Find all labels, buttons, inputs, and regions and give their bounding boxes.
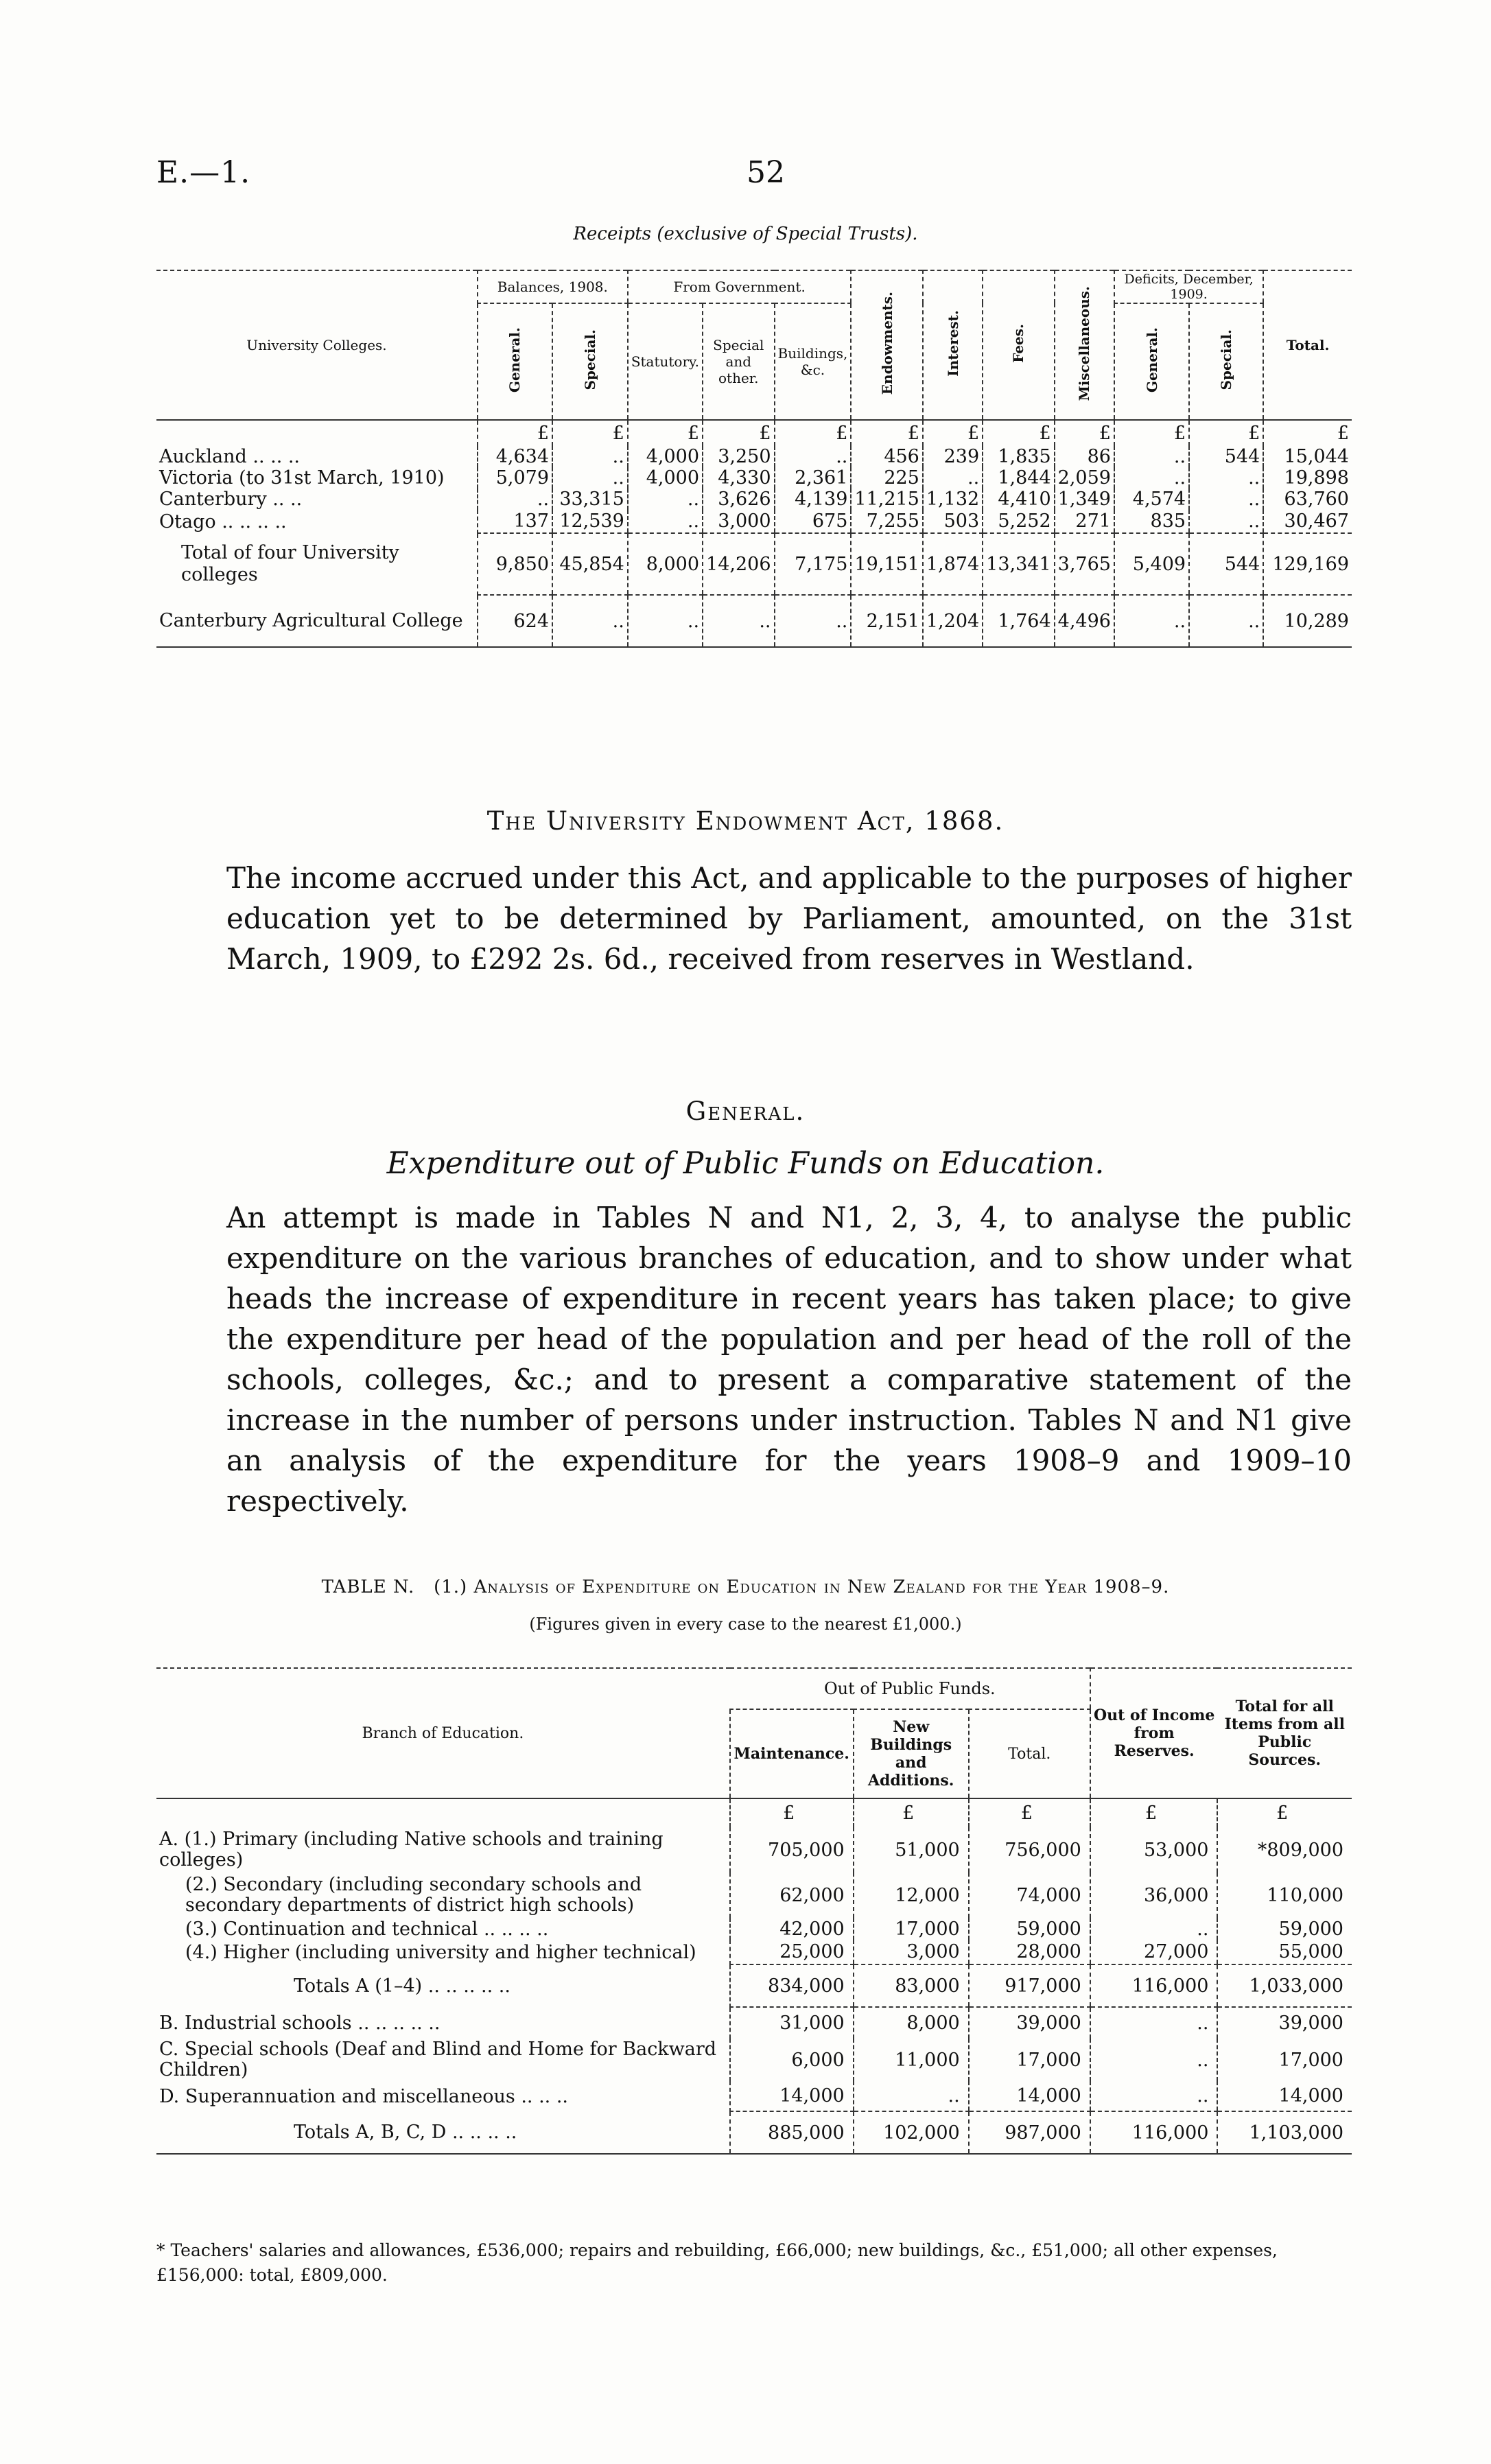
table-n-title: TABLE N. (1.) Analysis of Expenditure on Education in New Zealand for the Year 1908–9.: [321, 1577, 1170, 1597]
table-row: B. Industrial schools .. .. .. .. .. 31,000 8,000 39,000 .. 39,000: [156, 2007, 1352, 2039]
col-from-government: From Government.: [628, 270, 852, 303]
col-public-funds: Out of Public Funds.: [730, 1668, 1090, 1709]
col-endowments: Endowments.: [851, 270, 922, 420]
table-row: (4.) Higher (including university and higher technical) 25,000 3,000 28,000 27,000 55,000: [156, 1940, 1352, 1964]
col-all-sources: Total for all Items from all Public Sources.: [1224, 1698, 1345, 1769]
table-row: Canterbury .. .. .. 33,315 .. 3,626 4,139 11,215 1,132 4,410 1,349 4,574 .. 63,760: [156, 489, 1352, 510]
currency-row: £ £ £ £ £ £ £ £ £ £ £ £: [156, 420, 1352, 446]
agricultural-row: Canterbury Agricultural College 624 .. .. .. .. 2,151 1,204 1,764 4,496 .. .. 10,289: [156, 595, 1352, 647]
general-body: An attempt is made in Tables N and N1, 2, 3, 4, to analyse the public expenditure on the various branches of education, and to show under what heads the increase of expenditure in recent years has taken place; to give the expenditure per head of the population and per head of the roll of the schools, colleges, &c.; and to present a comparative statement of the increase in the number of persons under instruction. Tables N and N1 give an analysis of the expenditure for the years 1908–9 and 1909–10 respectively.: [226, 1201, 1352, 1518]
col-total-public: Total.: [969, 1709, 1090, 1798]
col-total: Total.: [1263, 270, 1352, 420]
col-deficits: Deficits, December, 1909.: [1114, 270, 1263, 303]
page-number: 52: [747, 155, 785, 190]
table-n-subtitle: (Figures given in every case to the nearest £1,000.): [529, 1615, 962, 1634]
table-n: [156, 1667, 1352, 2155]
table-row: D. Superannuation and miscellaneous .. .. .. 14,000 .. 14,000 .. 14,000: [156, 2081, 1352, 2111]
expenditure-subtitle: Expenditure out of Public Funds on Education.: [386, 1146, 1105, 1181]
endowment-title: The University Endowment Act, 1868.: [486, 806, 1005, 836]
totals-a-row: Totals A (1–4) .. .. .. .. .. 834,000 83,000 917,000 116,000 1,033,000: [156, 1964, 1352, 2007]
table-n-footnote: * Teachers' salaries and allowances, £536,000; repairs and rebuilding, £66,000; new buildings, &c., £51,000; all other expenses, £156,000: total, £809,000.: [156, 2240, 1278, 2285]
currency-row: £ £ £ £ £: [156, 1798, 1352, 1827]
total-row: Total of four University colleges 9,850 45,854 8,000 14,206 7,175 19,151 1,874 13,341 3,765 5,409 544 129,169: [156, 533, 1352, 595]
table-row: Victoria (to 31st March, 1910) 5,079 .. 4,000 4,330 2,361 225 .. 1,844 2,059 .. .. 19,898: [156, 467, 1352, 489]
col-interest: Interest.: [923, 270, 983, 420]
col-miscellaneous: Miscellaneous.: [1055, 270, 1114, 420]
general-title: General.: [685, 1096, 806, 1126]
receipts-table: [156, 270, 1352, 648]
col-university-colleges: University Colleges.: [246, 337, 387, 353]
table-row: C. Special schools (Deaf and Blind and Home for Backward Children) 6,000 11,000 17,000 .. 17,000: [156, 2039, 1352, 2081]
col-bal-general: General.: [478, 303, 552, 420]
endowment-body: The income accrued under this Act, and applicable to the purposes of higher education yet to be determined by Parliament, amounted, on the 31st March, 1909, to £292 2s. 6d., received from reserves in Westland.: [226, 861, 1352, 976]
col-bal-special: Special.: [552, 303, 628, 420]
col-new-buildings: New Buildings and Additions.: [854, 1709, 969, 1798]
table-row: Auckland .. .. .. 4,634 .. 4,000 3,250 .. 456 239 1,835 86 .. 544 15,044: [156, 446, 1352, 467]
col-balances: Balances, 1908.: [478, 270, 628, 303]
col-special-other: Special and other.: [703, 303, 774, 420]
totals-all-row: Totals A, B, C, D .. .. .. .. 885,000 102,000 987,000 116,000 1,103,000: [156, 2111, 1352, 2154]
table-row: (3.) Continuation and technical .. .. .. .. 42,000 17,000 59,000 .. 59,000: [156, 1918, 1352, 1940]
table-row: Otago .. .. .. .. 137 12,539 .. 3,000 675 7,255 503 5,252 271 835 .. 30,467: [156, 510, 1352, 533]
col-maintenance: Maintenance.: [730, 1709, 854, 1798]
col-statutory: Statutory.: [628, 303, 703, 420]
col-buildings: Buildings, &c.: [775, 303, 852, 420]
receipts-caption: Receipts (exclusive of Special Trusts).: [573, 224, 918, 244]
col-reserves: Out of Income from Reserves.: [1090, 1668, 1218, 1798]
col-def-general: General.: [1114, 303, 1189, 420]
col-branch: Branch of Education.: [362, 1724, 524, 1742]
col-def-special: Special.: [1189, 303, 1263, 420]
col-fees: Fees.: [983, 270, 1054, 420]
table-row: (2.) Secondary (including secondary schools and secondary departments of district high schools) 62,000 12,000 74,000 36,000 110,000: [156, 1873, 1352, 1918]
table-row: A. (1.) Primary (including Native schools and training colleges) 705,000 51,000 756,000 53,000 *809,000: [156, 1827, 1352, 1873]
page-id: E.—1.: [156, 155, 251, 190]
